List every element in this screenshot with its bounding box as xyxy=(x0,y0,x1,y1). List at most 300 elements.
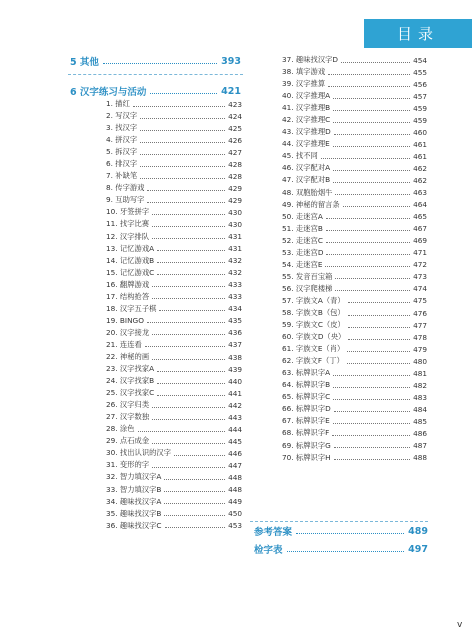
entry-page: 483 xyxy=(413,392,427,402)
entry-page: 431 xyxy=(228,232,242,242)
entry-page: 478 xyxy=(413,332,427,342)
entry-page: 455 xyxy=(413,67,427,77)
toc-entry[interactable] xyxy=(106,279,242,291)
entry-title: 53. 走迷宫D xyxy=(282,247,324,257)
dot-leader xyxy=(140,142,225,143)
toc-entry[interactable] xyxy=(106,267,242,279)
dot-leader xyxy=(333,98,410,99)
toc-entry[interactable] xyxy=(282,174,427,186)
toc-entry[interactable] xyxy=(106,291,242,303)
entry-page: 479 xyxy=(413,344,427,354)
dot-leader xyxy=(321,158,410,159)
toc-entry[interactable] xyxy=(282,343,427,355)
toc-entry[interactable] xyxy=(282,247,427,259)
dot-leader xyxy=(333,110,410,111)
entry-page: 475 xyxy=(413,296,427,306)
toc-left-column xyxy=(106,98,242,532)
dot-leader xyxy=(164,491,225,492)
entry-title: 30. 找出认识的汉字 xyxy=(106,448,172,458)
toc-entry[interactable] xyxy=(282,187,427,199)
toc-entry[interactable] xyxy=(282,295,427,307)
entry-title: 38. 填字游戏 xyxy=(282,67,326,77)
entry-page: 430 xyxy=(228,207,242,217)
toc-entry[interactable] xyxy=(106,110,242,122)
dot-leader xyxy=(333,170,410,171)
dot-leader xyxy=(165,527,226,528)
entry-page: 432 xyxy=(228,268,242,278)
entry-title: 32. 智力填汉字A xyxy=(106,472,162,482)
entry-page: 427 xyxy=(228,147,242,157)
entry-page: 446 xyxy=(228,448,242,458)
dot-leader xyxy=(332,435,410,436)
entry-title: 20. 汉字接龙 xyxy=(106,327,150,337)
toc-entry[interactable] xyxy=(106,146,242,158)
entry-title: 13. 记忆游戏A xyxy=(106,243,155,253)
section-5-entry[interactable] xyxy=(70,55,241,67)
dot-leader xyxy=(157,371,225,372)
entry-title: 63. 标牌识字A xyxy=(282,368,331,378)
entry-page: 439 xyxy=(228,364,242,374)
entry-page: 423 xyxy=(228,99,242,109)
entry-page: 462 xyxy=(413,163,427,173)
dot-leader xyxy=(157,383,225,384)
entry-title: 37. 趣味找汉字D xyxy=(282,55,339,65)
entry-title: 56. 汉字爬楼梯 xyxy=(282,283,333,293)
dot-leader xyxy=(333,399,410,400)
entry-page: 457 xyxy=(413,91,427,101)
entry-title: 19. BINGO xyxy=(106,316,144,326)
entry-title: 39. 汉字推算 xyxy=(282,79,326,89)
dot-leader xyxy=(328,86,410,87)
dot-leader xyxy=(287,551,405,552)
entry-title: 26. 汉字归类 xyxy=(106,400,150,410)
entry-title: 65. 标牌识字C xyxy=(282,392,331,402)
entry-title: 17. 结构抢答 xyxy=(106,291,150,301)
dot-leader xyxy=(152,419,225,420)
dot-leader xyxy=(157,274,225,275)
dot-leader xyxy=(152,226,225,227)
dot-leader xyxy=(334,447,410,448)
dot-leader xyxy=(150,93,217,94)
entry-title: 2. 写汉字 xyxy=(106,111,138,121)
toc-entry[interactable] xyxy=(106,399,242,411)
toc-entry[interactable] xyxy=(106,98,242,110)
entry-title: 51. 走迷宫B xyxy=(282,223,323,233)
toc-entry[interactable] xyxy=(106,182,242,194)
entry-page: 482 xyxy=(413,380,427,390)
toc-entry[interactable] xyxy=(282,319,427,331)
entry-page: 433 xyxy=(228,280,242,290)
entry-title: 1. 描红 xyxy=(106,99,130,109)
entry-page: 467 xyxy=(413,224,427,234)
toc-entry[interactable] xyxy=(282,427,427,439)
entry-title: 40. 汉字推理A xyxy=(282,91,331,101)
entry-title: 55. 发音百宝箱 xyxy=(282,271,333,281)
entry-page: 487 xyxy=(413,441,427,451)
section-6-entry[interactable] xyxy=(70,85,241,97)
toc-entry[interactable] xyxy=(282,114,427,126)
entry-page: 474 xyxy=(413,284,427,294)
entry-page: 481 xyxy=(413,368,427,378)
toc-entry[interactable] xyxy=(106,471,242,483)
dot-leader xyxy=(334,459,410,460)
entry-title: 12. 汉字排队 xyxy=(106,231,150,241)
dot-leader xyxy=(296,533,404,534)
toc-entry[interactable] xyxy=(106,194,242,206)
dot-leader xyxy=(147,202,225,203)
dot-leader xyxy=(333,387,410,388)
entry-page: 480 xyxy=(413,356,427,366)
entry-title: 21. 连连看 xyxy=(106,339,142,349)
toc-entry[interactable] xyxy=(282,331,427,343)
entry-title: 33. 智力填汉字B xyxy=(106,484,162,494)
toc-entry[interactable] xyxy=(282,403,427,415)
entry-page: 484 xyxy=(413,404,427,414)
dot-leader xyxy=(164,515,225,516)
entry-title: 43. 汉字推理D xyxy=(282,127,331,137)
entry-page: 461 xyxy=(413,139,427,149)
toc-entry[interactable] xyxy=(106,484,242,496)
toc-entry[interactable] xyxy=(282,259,427,271)
toc-entry[interactable] xyxy=(282,126,427,138)
toc-entry[interactable] xyxy=(282,211,427,223)
entry-page: 432 xyxy=(228,256,242,266)
entry-page: 450 xyxy=(228,509,242,519)
toc-entry[interactable] xyxy=(282,102,427,114)
toc-entry[interactable] xyxy=(106,447,242,459)
dot-leader xyxy=(140,130,225,131)
entry-title: 42. 汉字推理C xyxy=(282,115,331,125)
page-number: v xyxy=(457,620,463,630)
toc-entry[interactable] xyxy=(282,415,427,427)
dot-leader xyxy=(335,290,410,291)
entry-title: 66. 标牌识字D xyxy=(282,404,331,414)
section-page: 489 xyxy=(408,525,428,537)
dot-leader xyxy=(138,431,226,432)
entry-title: 15. 记忆游戏C xyxy=(106,267,155,277)
entry-page: 459 xyxy=(413,115,427,125)
entry-page: 477 xyxy=(413,320,427,330)
entry-title: 18. 汉字五子棋 xyxy=(106,303,157,313)
entry-title: 50. 走迷宫A xyxy=(282,211,323,221)
toc-entry[interactable] xyxy=(106,122,242,134)
entry-title: 29. 点石成金 xyxy=(106,436,150,446)
dot-leader xyxy=(140,118,225,119)
section-divider xyxy=(68,74,243,75)
dot-leader xyxy=(152,334,225,335)
toc-entry[interactable] xyxy=(106,158,242,170)
entry-title: 5. 拆汉字 xyxy=(106,147,138,157)
toc-entry[interactable] xyxy=(106,520,242,532)
dot-leader xyxy=(348,327,410,328)
toc-entry[interactable] xyxy=(106,387,242,399)
entry-page: 461 xyxy=(413,151,427,161)
entry-page: 488 xyxy=(413,453,427,463)
entry-title: 34. 趣味找汉字A xyxy=(106,496,162,506)
entry-page: 456 xyxy=(413,79,427,89)
dot-leader xyxy=(159,310,225,311)
entry-title: 52. 走迷宫C xyxy=(282,235,323,245)
entry-page: 441 xyxy=(228,388,242,398)
toc-title-tab xyxy=(364,19,472,48)
entry-page: 454 xyxy=(413,55,427,65)
toc-entry[interactable] xyxy=(282,54,427,66)
entry-title: 35. 趣味找汉字B xyxy=(106,508,162,518)
entry-title: 45. 找不同 xyxy=(282,151,318,161)
toc-entry[interactable] xyxy=(282,283,427,295)
entry-page: 463 xyxy=(413,188,427,198)
entry-page: 448 xyxy=(228,485,242,495)
dot-leader xyxy=(348,302,410,303)
toc-entry[interactable] xyxy=(106,255,242,267)
entry-title: 10. 牙签拼字 xyxy=(106,207,150,217)
toc-entry[interactable] xyxy=(106,459,242,471)
entry-title: 8. 传字游戏 xyxy=(106,183,145,193)
entry-page: 438 xyxy=(228,352,242,362)
toc-entry[interactable] xyxy=(282,162,427,174)
section-title: 5 其他 xyxy=(70,57,99,68)
section-page: 497 xyxy=(408,543,428,555)
entry-title: 69. 标牌识字G xyxy=(282,440,331,450)
entry-page: 469 xyxy=(413,236,427,246)
entry-title: 4. 拼汉字 xyxy=(106,135,138,145)
dot-leader xyxy=(333,146,410,147)
index-entry[interactable] xyxy=(254,543,428,555)
dot-leader xyxy=(140,154,225,155)
toc-entry[interactable] xyxy=(282,355,427,367)
dot-leader xyxy=(152,443,225,444)
entry-title: 60. 字族文D（央） xyxy=(282,332,346,342)
entry-page: 459 xyxy=(413,103,427,113)
entry-page: 471 xyxy=(413,248,427,258)
section-title: 6 汉字练习与活动 xyxy=(70,87,147,98)
toc-entry[interactable] xyxy=(282,379,427,391)
entry-title: 57. 字族文A（青） xyxy=(282,295,345,305)
toc-entry[interactable] xyxy=(282,78,427,90)
toc-entry[interactable] xyxy=(106,496,242,508)
dot-leader xyxy=(334,411,410,412)
toc-entry[interactable] xyxy=(106,508,242,520)
dot-leader xyxy=(326,218,410,219)
toc-title: 目录 xyxy=(396,25,439,43)
dot-leader xyxy=(348,339,410,340)
section-divider xyxy=(250,521,428,522)
dot-leader xyxy=(174,455,225,456)
toc-entry[interactable] xyxy=(282,440,427,452)
entry-page: 449 xyxy=(228,497,242,507)
toc-entry[interactable] xyxy=(282,138,427,150)
entry-page: 444 xyxy=(228,424,242,434)
dot-leader xyxy=(157,250,225,251)
entry-page: 436 xyxy=(228,328,242,338)
entry-title: 27. 汉字数独 xyxy=(106,412,150,422)
section-page: 421 xyxy=(221,85,241,97)
dot-leader xyxy=(326,242,410,243)
entry-page: 426 xyxy=(228,135,242,145)
dot-leader xyxy=(333,375,410,376)
entry-title: 68. 标牌识字F xyxy=(282,428,330,438)
toc-entry[interactable] xyxy=(106,134,242,146)
entry-title: 7. 补缺笔 xyxy=(106,171,138,181)
dot-leader xyxy=(152,407,225,408)
toc-entry[interactable] xyxy=(282,199,427,211)
entry-page: 462 xyxy=(413,175,427,185)
toc-entry[interactable] xyxy=(282,223,427,235)
toc-entry[interactable] xyxy=(106,411,242,423)
entry-title: 61. 字族文E（肖） xyxy=(282,344,345,354)
toc-right-column xyxy=(282,54,427,464)
toc-entry[interactable] xyxy=(106,351,242,363)
dot-leader xyxy=(334,134,410,135)
dot-leader xyxy=(347,351,410,352)
toc-entry[interactable] xyxy=(282,367,427,379)
entry-page: 430 xyxy=(228,219,242,229)
entry-page: 485 xyxy=(413,416,427,426)
dot-leader xyxy=(326,254,410,255)
entry-title: 36. 趣味找汉字C xyxy=(106,520,162,530)
toc-entry[interactable] xyxy=(106,218,242,230)
dot-leader xyxy=(328,74,410,75)
dot-leader xyxy=(152,214,225,215)
entry-page: 429 xyxy=(228,195,242,205)
entry-title: 62. 字族文F（丁） xyxy=(282,356,344,366)
toc-entry[interactable] xyxy=(106,303,242,315)
toc-entry[interactable] xyxy=(106,243,242,255)
toc-entry[interactable] xyxy=(282,90,427,102)
dot-leader xyxy=(140,166,225,167)
entry-title: 16. 翻牌游戏 xyxy=(106,279,150,289)
entry-title: 58. 字族文B（包） xyxy=(282,308,345,317)
entry-page: 429 xyxy=(228,183,242,193)
dot-leader xyxy=(157,395,225,396)
section-title: 检字表 xyxy=(254,545,283,556)
toc-entry[interactable] xyxy=(106,339,242,351)
dot-leader xyxy=(325,266,410,267)
dot-leader xyxy=(164,479,225,480)
toc-entry[interactable] xyxy=(106,170,242,182)
entry-page: 473 xyxy=(413,272,427,282)
dot-leader xyxy=(133,106,225,107)
dot-leader xyxy=(343,206,410,207)
entry-title: 41. 汉字推理B xyxy=(282,103,331,113)
entry-page: 460 xyxy=(413,127,427,137)
entry-title: 47. 汉字配对B xyxy=(282,175,331,185)
entry-title: 24. 汉字找家B xyxy=(106,376,155,386)
entry-page: 431 xyxy=(228,244,242,254)
entry-title: 44. 汉字推理E xyxy=(282,139,330,149)
dot-leader xyxy=(140,178,225,179)
entry-title: 67. 标牌识字E xyxy=(282,416,330,426)
dot-leader xyxy=(164,503,225,504)
entry-title: 64. 标牌识字B xyxy=(282,380,331,390)
entry-page: 465 xyxy=(413,212,427,222)
entry-title: 48. 双胞胎烟牛 xyxy=(282,187,333,197)
dot-leader xyxy=(333,182,410,183)
entry-title: 59. 字族文C（皮） xyxy=(282,320,345,330)
dot-leader xyxy=(333,122,410,123)
entry-page: 428 xyxy=(228,159,242,169)
entry-page: 424 xyxy=(228,111,242,121)
entry-page: 447 xyxy=(228,460,242,470)
entry-title: 14. 记忆游戏B xyxy=(106,255,155,265)
entry-page: 476 xyxy=(413,308,427,318)
dot-leader xyxy=(341,62,410,63)
entry-title: 22. 神秘的画 xyxy=(106,352,150,361)
toc-entry[interactable] xyxy=(282,307,427,319)
entry-title: 49. 神秘的留言条 xyxy=(282,199,340,209)
entry-page: 425 xyxy=(228,123,242,133)
dot-leader xyxy=(145,346,225,347)
dot-leader xyxy=(157,262,225,263)
dot-leader xyxy=(333,423,410,424)
entry-page: 464 xyxy=(413,200,427,210)
entry-page: 440 xyxy=(228,376,242,386)
entry-title: 28. 涂色 xyxy=(106,424,135,434)
entry-page: 433 xyxy=(228,292,242,302)
entry-page: 472 xyxy=(413,260,427,270)
toc-entry[interactable] xyxy=(106,423,242,435)
dot-leader xyxy=(103,63,217,64)
toc-entry[interactable] xyxy=(106,435,242,447)
entry-page: 486 xyxy=(413,428,427,438)
entry-title: 11. 找字比赛 xyxy=(106,219,150,229)
entry-page: 443 xyxy=(228,412,242,422)
entry-title: 54. 走迷宫E xyxy=(282,259,323,269)
toc-entry[interactable] xyxy=(282,391,427,403)
toc-entry[interactable] xyxy=(106,363,242,375)
entry-title: 31. 变形的字 xyxy=(106,460,150,470)
entry-title: 6. 排汉字 xyxy=(106,159,138,169)
entry-title: 9. 互助写字 xyxy=(106,195,145,205)
toc-entry[interactable] xyxy=(282,452,427,464)
entry-title: 25. 汉字找家C xyxy=(106,388,155,398)
toc-entry[interactable] xyxy=(282,150,427,162)
section-page: 393 xyxy=(221,55,241,67)
dot-leader xyxy=(147,322,225,323)
entry-page: 434 xyxy=(228,304,242,314)
toc-entry[interactable] xyxy=(282,66,427,78)
toc-entry[interactable] xyxy=(282,271,427,283)
entry-title: 46. 汉字配对A xyxy=(282,163,331,173)
dot-leader xyxy=(335,278,410,279)
dot-leader xyxy=(152,238,225,239)
dot-leader xyxy=(347,363,410,364)
dot-leader xyxy=(147,190,225,191)
dot-leader xyxy=(335,194,410,195)
toc-entry[interactable] xyxy=(106,231,242,243)
dot-leader xyxy=(152,298,225,299)
dot-leader xyxy=(152,286,225,287)
entry-page: 435 xyxy=(228,316,242,326)
entry-page: 428 xyxy=(228,171,242,181)
toc-entry[interactable] xyxy=(106,327,242,339)
entry-title: 70. 标牌识字H xyxy=(282,452,331,462)
dot-leader xyxy=(152,467,225,468)
entry-title: 23. 汉字找家A xyxy=(106,364,155,374)
entry-page: 437 xyxy=(228,340,242,350)
section-title: 参考答案 xyxy=(254,527,293,538)
toc-entry[interactable] xyxy=(106,206,242,218)
entry-page: 442 xyxy=(228,400,242,410)
entry-title: 3. 找汉字 xyxy=(106,123,138,133)
entry-page: 448 xyxy=(228,472,242,482)
toc-entry[interactable] xyxy=(106,315,242,327)
entry-page: 453 xyxy=(228,521,242,531)
entry-page: 445 xyxy=(228,436,242,446)
toc-entry[interactable] xyxy=(282,235,427,247)
answers-entry[interactable] xyxy=(254,525,428,537)
toc-entry[interactable] xyxy=(106,375,242,387)
